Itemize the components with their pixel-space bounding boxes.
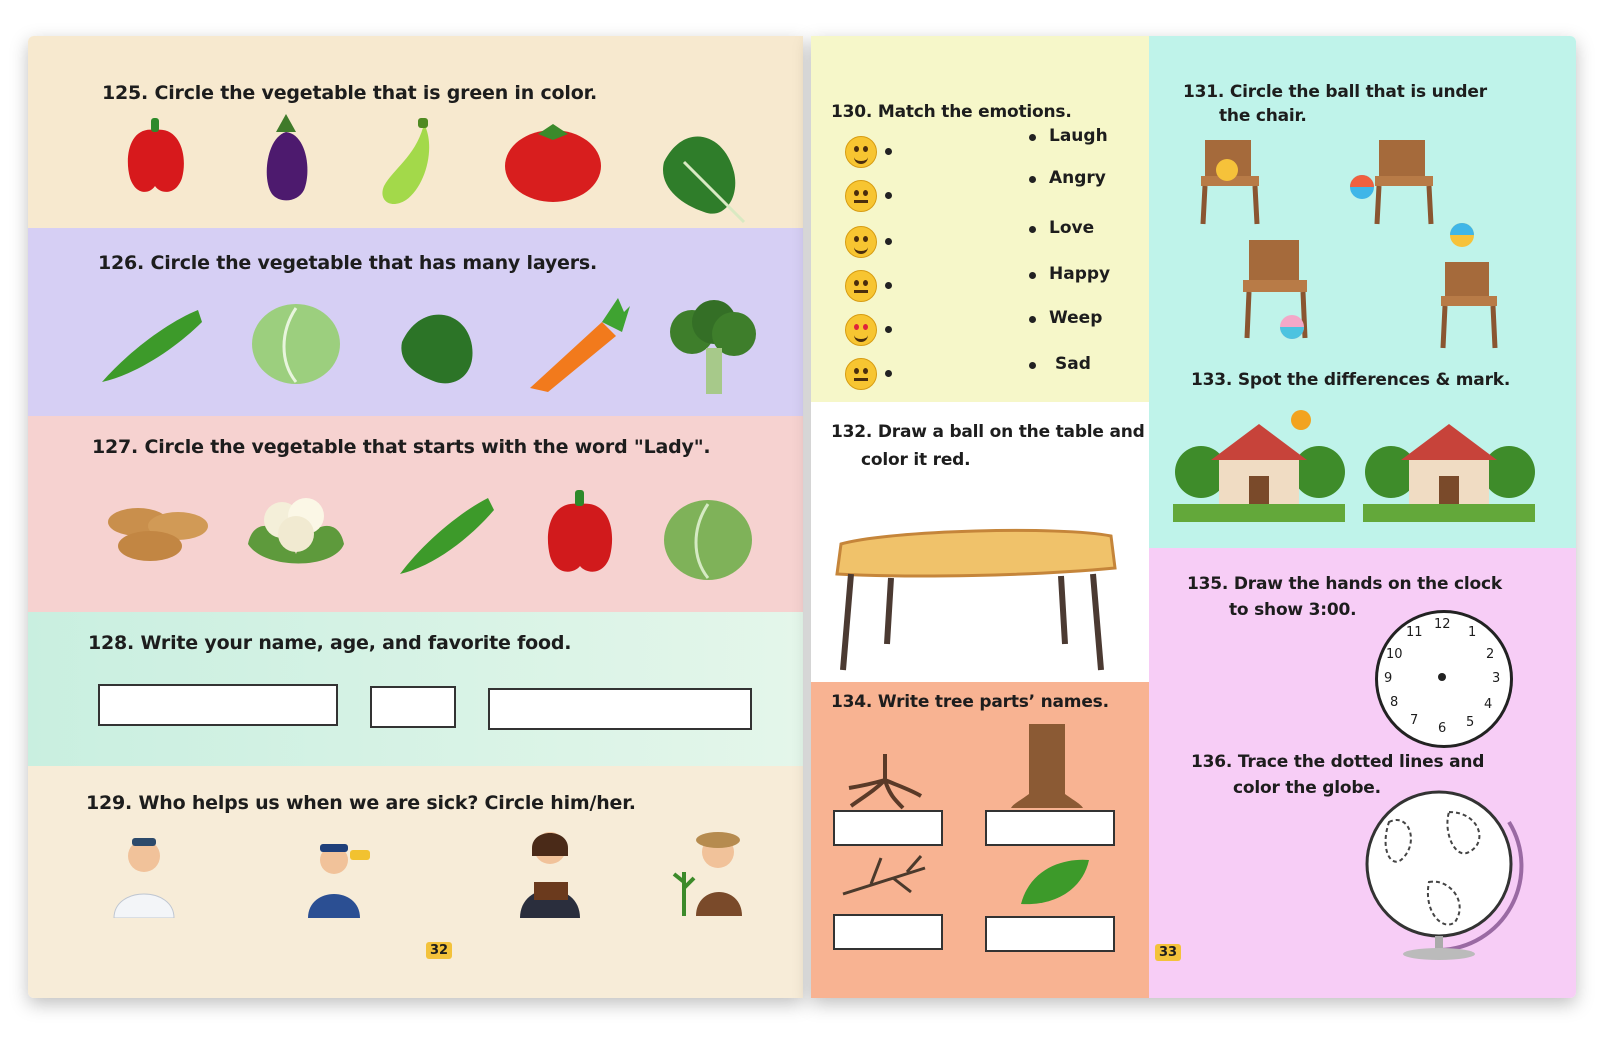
- question-131-line1: 131. Circle the ball that is under: [1183, 82, 1487, 102]
- question-131-line2: the chair.: [1219, 106, 1307, 126]
- clock-number: 1: [1468, 625, 1477, 640]
- question-128: 128. Write your name, age, and favorite food.: [88, 632, 572, 654]
- emotion-word: Laugh: [1049, 126, 1108, 146]
- page-number-33: 33: [1155, 944, 1181, 961]
- clock-number: 7: [1410, 713, 1419, 728]
- love-face-icon: [845, 314, 877, 346]
- match-dot-left[interactable]: [885, 148, 892, 155]
- question-136-line2: color the globe.: [1233, 778, 1381, 798]
- happy-face-icon: [845, 136, 877, 168]
- match-dot-right[interactable]: [1029, 176, 1036, 183]
- question-129: 129. Who helps us when we are sick? Circle him/her.: [86, 792, 636, 814]
- leaf-answer-box[interactable]: [985, 916, 1115, 952]
- trunk-answer-box[interactable]: [985, 810, 1115, 846]
- age-answer-box[interactable]: [370, 686, 456, 728]
- question-136-line1: 136. Trace the dotted lines and: [1191, 752, 1485, 772]
- left-page: [28, 36, 803, 998]
- red-bell-pepper-icon: [540, 488, 620, 580]
- cabbage-icon: [250, 302, 342, 386]
- clock-center: [1438, 673, 1446, 681]
- clock-number: 3: [1492, 671, 1501, 686]
- laughing-face-icon: [845, 226, 877, 258]
- match-dot-right[interactable]: [1029, 134, 1036, 141]
- broccoli-icon: [668, 298, 758, 398]
- branch-answer-box[interactable]: [833, 914, 943, 950]
- emotion-word: Angry: [1049, 168, 1106, 188]
- red-bell-pepper-icon: [120, 116, 190, 198]
- clock-number: 5: [1466, 715, 1475, 730]
- question-132-line2: color it red.: [861, 450, 971, 470]
- tree-trunk-icon: [1011, 720, 1083, 810]
- emotion-word: Love: [1049, 218, 1095, 238]
- open-workbook: [28, 36, 1576, 998]
- roots-icon: [845, 750, 925, 810]
- ball-icon[interactable]: [1349, 174, 1375, 200]
- match-dot-left[interactable]: [885, 326, 892, 333]
- ball-icon[interactable]: [1279, 314, 1305, 340]
- house-scene-icon: [1363, 414, 1535, 522]
- cabbage-icon: [662, 496, 754, 582]
- cauliflower-icon: [244, 494, 348, 570]
- teacher-icon: [514, 826, 590, 918]
- chair-icon: [1197, 136, 1265, 226]
- question-135-line2: to show 3:00.: [1229, 600, 1357, 620]
- emotion-word: Sad: [1055, 354, 1091, 374]
- match-dot-right[interactable]: [1029, 272, 1036, 279]
- doctor-icon: [106, 836, 182, 918]
- clock-number: 4: [1484, 697, 1493, 712]
- page-number-32: 32: [426, 942, 452, 959]
- spinach-icon: [654, 122, 754, 228]
- match-dot-right[interactable]: [1029, 226, 1036, 233]
- branch-icon: [841, 854, 927, 906]
- emotion-word: Happy: [1049, 264, 1111, 284]
- carrot-icon: [526, 296, 632, 392]
- clock-number: 10: [1386, 647, 1403, 662]
- okra-icon: [98, 302, 206, 386]
- match-dot-left[interactable]: [885, 370, 892, 377]
- ball-icon[interactable]: [1449, 222, 1475, 248]
- question-132-line1: 132. Draw a ball on the table and: [831, 422, 1145, 442]
- clock-number: 6: [1438, 721, 1447, 736]
- question-126: 126. Circle the vegetable that has many layers.: [98, 252, 598, 274]
- clock-number: 11: [1406, 625, 1423, 640]
- question-134: 134. Write tree parts’ names.: [831, 692, 1109, 712]
- name-answer-box[interactable]: [98, 684, 338, 726]
- match-dot-left[interactable]: [885, 282, 892, 289]
- question-135-line1: 135. Draw the hands on the clock: [1187, 574, 1502, 594]
- band-q130: [811, 36, 1149, 402]
- right-page: [811, 36, 1576, 998]
- question-127: 127. Circle the vegetable that starts with the word "Lady".: [92, 436, 711, 458]
- question-125: 125. Circle the vegetable that is green in color.: [102, 82, 598, 104]
- painter-icon: [298, 840, 374, 918]
- clock-face[interactable]: [1375, 610, 1513, 748]
- weeping-face-icon: [845, 180, 877, 212]
- tomato-icon: [504, 120, 602, 204]
- match-dot-right[interactable]: [1029, 362, 1036, 369]
- chair-icon: [1437, 258, 1503, 350]
- roots-answer-box[interactable]: [833, 810, 943, 846]
- angry-face-icon: [845, 270, 877, 302]
- emotion-word: Weep: [1049, 308, 1103, 328]
- okra-icon: [396, 492, 496, 578]
- clock-number: 2: [1486, 647, 1495, 662]
- question-130: 130. Match the emotions.: [831, 102, 1072, 122]
- eggplant-icon: [258, 110, 314, 202]
- favorite-food-answer-box[interactable]: [488, 688, 752, 730]
- green-zucchini-icon: [376, 116, 440, 208]
- sad-face-icon: [845, 358, 877, 390]
- match-dot-left[interactable]: [885, 238, 892, 245]
- question-133: 133. Spot the differences & mark.: [1191, 370, 1511, 390]
- match-dot-right[interactable]: [1029, 316, 1036, 323]
- clock-number: 12: [1434, 617, 1451, 632]
- table-icon[interactable]: [831, 524, 1121, 674]
- chair-icon: [1371, 136, 1439, 226]
- spinach-icon: [396, 302, 486, 388]
- house-scene-icon: [1173, 406, 1345, 522]
- clock-number: 8: [1390, 695, 1399, 710]
- leaf-icon: [1017, 856, 1091, 908]
- potatoes-icon: [106, 506, 210, 564]
- gardener-icon: [670, 826, 754, 918]
- match-dot-left[interactable]: [885, 192, 892, 199]
- globe-icon[interactable]: [1359, 782, 1527, 962]
- clock-number: 9: [1384, 671, 1393, 686]
